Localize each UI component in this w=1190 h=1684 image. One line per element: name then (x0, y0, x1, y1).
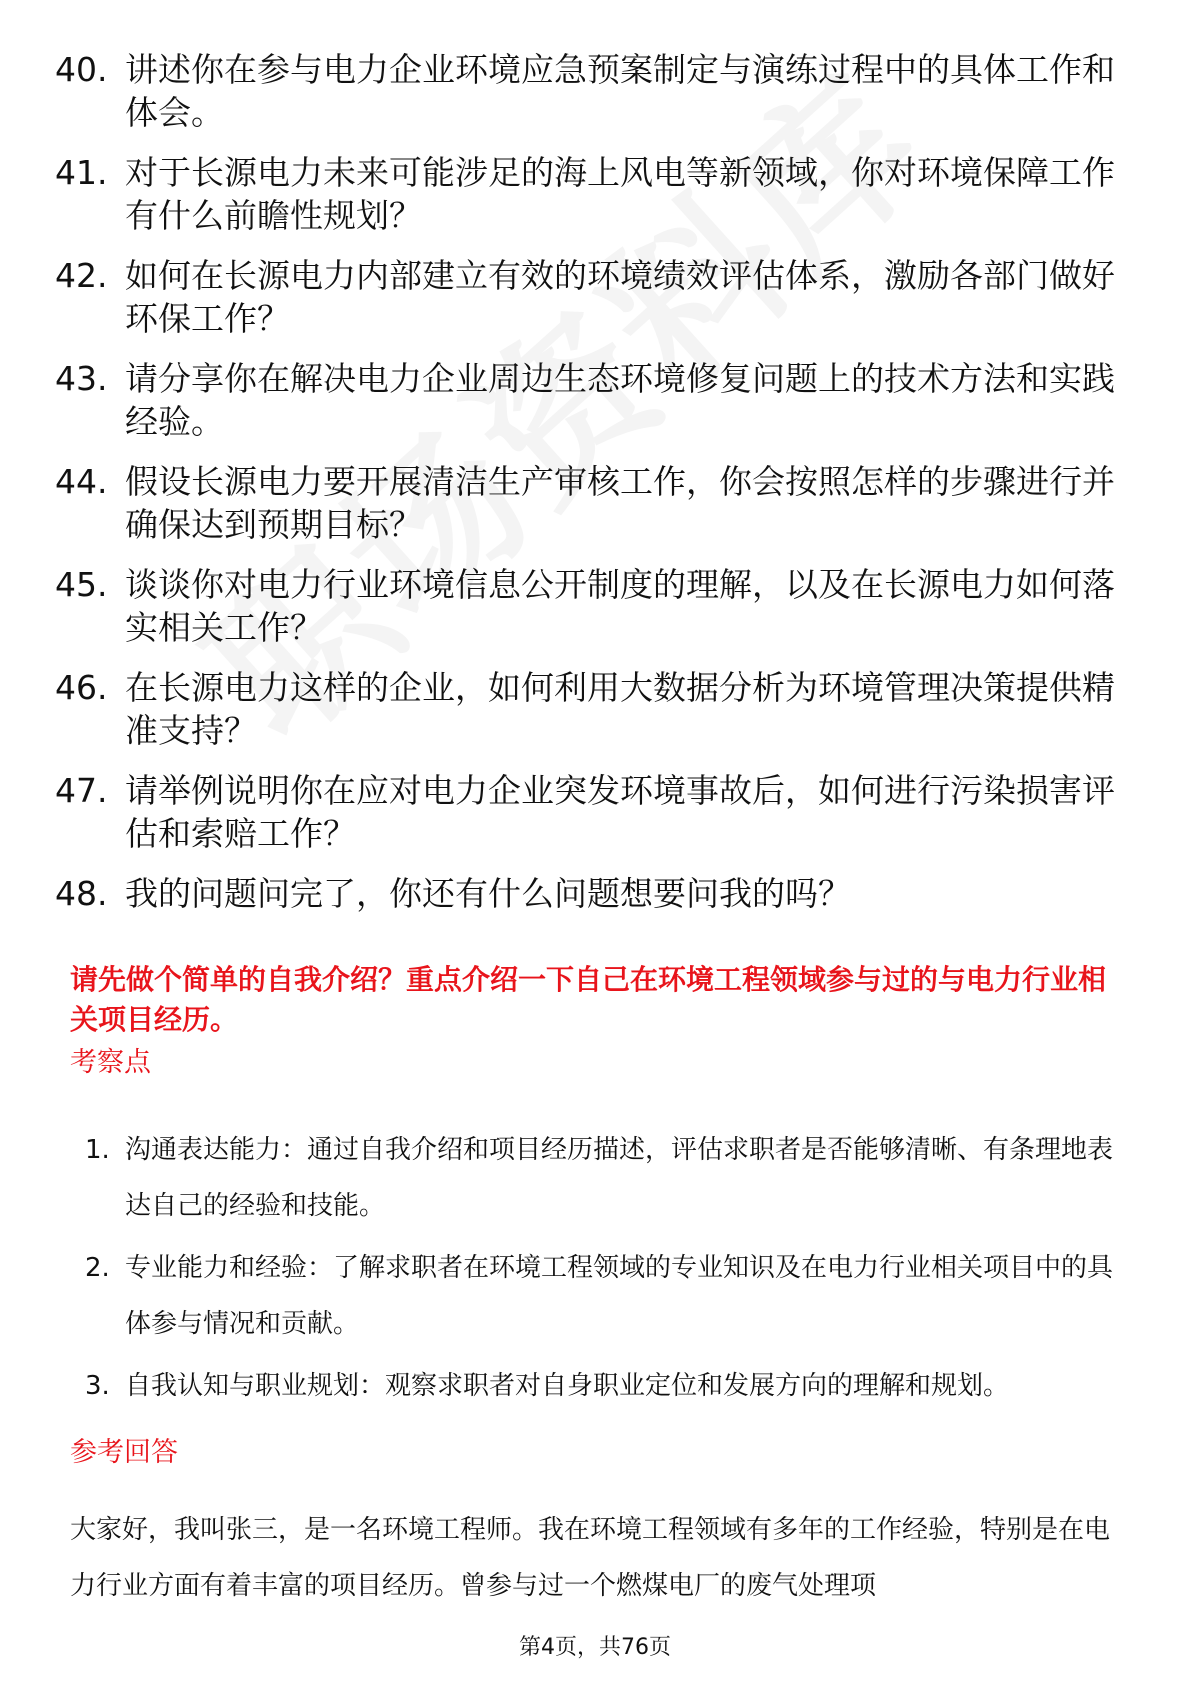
question-number: 46. (55, 668, 108, 707)
question-number: 45. (55, 565, 108, 604)
assessment-text: 自我认知与职业规划：观察求职者对自身职业定位和发展方向的理解和规划。 (125, 1371, 1010, 1401)
assessment-number: 3. (85, 1371, 110, 1401)
question-item (55, 151, 1115, 237)
question-number: 42. (55, 256, 108, 295)
assessment-item (85, 1240, 1125, 1352)
section-heading: 请先做个简单的自我介绍？重点介绍一下自己在环境工程领域参与过的与电力行业相关项目经历。 (70, 963, 1107, 1036)
question-number: 44. (55, 462, 108, 501)
question-text: 请分享你在解决电力企业周边生态环境修复问题上的技术方法和实践经验。 (125, 359, 1115, 441)
assessment-number: 1. (85, 1135, 110, 1165)
question-number: 40. (55, 50, 108, 89)
assessment-text: 专业能力和经验：了解求职者在环境工程领域的专业知识及在电力行业相关项目中的具体参与情况和贡献。 (125, 1253, 1114, 1339)
assessment-text: 沟通表达能力：通过自我介绍和项目经历描述，评估求职者是否能够清晰、有条理地表达自己的经验和技能。 (125, 1135, 1114, 1221)
question-number: 48. (55, 874, 108, 913)
question-item (55, 357, 1115, 443)
question-number: 47. (55, 771, 108, 810)
assessment-number: 2. (85, 1253, 110, 1283)
question-list (55, 48, 1115, 932)
question-text: 假设长源电力要开展清洁生产审核工作，你会按照怎样的步骤进行并确保达到预期目标？ (125, 462, 1115, 544)
question-text: 我的问题问完了，你还有什么问题想要问我的吗？ (125, 874, 851, 913)
assessment-item (85, 1122, 1125, 1234)
page-number: 第4页，共76页 (519, 1635, 671, 1660)
question-item (55, 769, 1115, 855)
reference-answer-text: 大家好，我叫张三，是一名环境工程师。我在环境工程领域有多年的工作经验，特别是在电力行业方面有着丰富的项目经历。曾参与过一个燃煤电厂的废气处理项 (70, 1515, 1111, 1601)
assessment-heading: 考察点 (70, 1047, 151, 1078)
question-item (55, 254, 1115, 340)
question-number: 43. (55, 359, 108, 398)
question-text: 如何在长源电力内部建立有效的环境绩效评估体系，激励各部门做好环保工作？ (125, 256, 1115, 338)
question-text: 谈谈你对电力行业环境信息公开制度的理解，以及在长源电力如何落实相关工作？ (125, 565, 1115, 647)
reference-answer-heading: 参考回答 (70, 1437, 178, 1468)
question-item (55, 563, 1115, 649)
question-item (55, 666, 1115, 752)
question-item (55, 460, 1115, 546)
question-text: 讲述你在参与电力企业环境应急预案制定与演练过程中的具体工作和体会。 (125, 50, 1115, 132)
question-text: 对于长源电力未来可能涉足的海上风电等新领域，你对环境保障工作有什么前瞻性规划？ (125, 153, 1115, 235)
question-item (55, 48, 1115, 134)
question-item (55, 872, 1115, 915)
assessment-item (85, 1358, 1125, 1414)
question-text: 请举例说明你在应对电力企业突发环境事故后，如何进行污染损害评估和索赔工作？ (125, 771, 1115, 853)
question-number: 41. (55, 153, 108, 192)
question-text: 在长源电力这样的企业，如何利用大数据分析为环境管理决策提供精准支持？ (125, 668, 1115, 750)
assessment-list (85, 1122, 1125, 1420)
